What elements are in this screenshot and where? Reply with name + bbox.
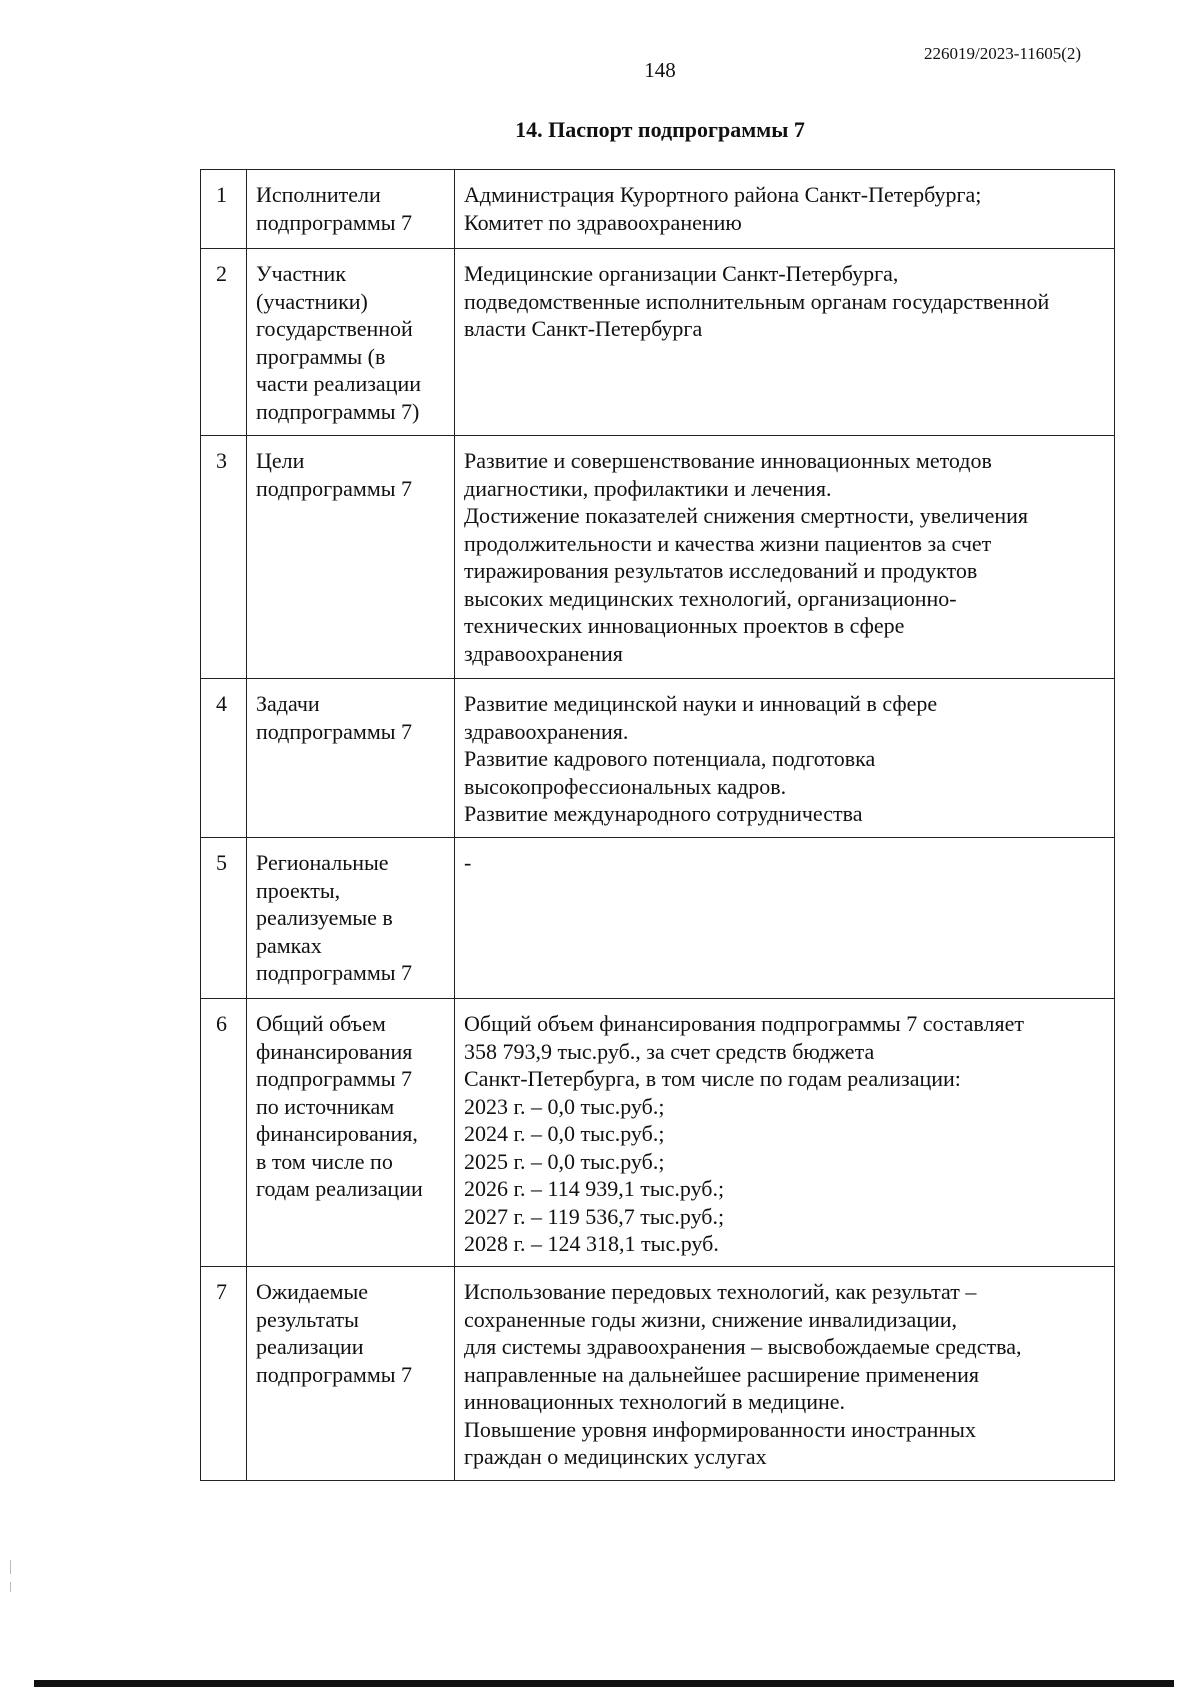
row-number: 2 (201, 249, 247, 436)
row-parameter-content (455, 249, 1115, 436)
bottom-scan-edge (34, 1680, 1174, 1687)
row-parameter-content (455, 1267, 1115, 1481)
parameter-content-line: продолжительности и качества жизни пациентов за счет (464, 530, 992, 556)
margin-mark (10, 1560, 11, 1574)
parameter-name-line: результаты (256, 1306, 359, 1332)
parameter-content-line: 2024 г. – 0,0 тыс.руб.; (464, 1121, 665, 1146)
parameter-content-line: Развитие и совершенствование инновационных методов (464, 448, 992, 473)
table-row (201, 170, 1115, 249)
parameter-content-line: Повышение уровня информированности иностранных (464, 1416, 976, 1442)
row-parameter-name (247, 999, 455, 1267)
parameter-content-line: 2028 г. – 124 318,1 тыс.руб. (464, 1231, 719, 1256)
parameter-content-line: здравоохранения. (464, 718, 629, 744)
table-row (201, 679, 1115, 838)
parameter-name-line: подпрограммы 7 (256, 1361, 413, 1387)
parameter-name-line: Исполнители (256, 182, 381, 207)
parameter-name-line: Общий объем (256, 1011, 386, 1036)
parameter-name-line: Задачи (256, 691, 320, 716)
row-parameter-name (247, 249, 455, 436)
parameter-content-line: Санкт-Петербурга, в том числе по годам реализации: (464, 1066, 961, 1091)
parameter-name-line: подпрограммы 7 (256, 960, 413, 985)
parameter-content-line: Медицинские организации Санкт-Петербурга, (464, 261, 899, 286)
parameter-content-line: Развитие кадрового потенциала, подготовка (464, 746, 876, 771)
parameter-name-line: программы (в (256, 343, 386, 369)
parameter-content-line: 2026 г. – 114 939,1 тыс.руб.; (464, 1176, 725, 1201)
row-number: 7 (201, 1267, 247, 1481)
row-parameter-name (247, 170, 455, 249)
parameter-name-line: Цели (256, 448, 305, 473)
parameter-name-line: (участники) (256, 288, 368, 314)
row-number: 4 (201, 679, 247, 838)
row-parameter-name (247, 679, 455, 838)
table-row (201, 838, 1115, 999)
table-row (201, 436, 1115, 679)
row-number: 3 (201, 436, 247, 679)
table-row (201, 249, 1115, 436)
parameter-name-line: подпрограммы 7 (256, 475, 413, 501)
parameter-name-line: по источникам (256, 1093, 395, 1119)
parameter-content-line: тиражирования результатов исследований и продуктов (464, 558, 978, 583)
parameter-content-line: направленные на дальнейшее расширение применения (464, 1361, 979, 1387)
parameter-name-line: части реализации (256, 371, 421, 396)
parameter-name-line: подпрограммы 7 (256, 718, 413, 744)
row-parameter-content (455, 436, 1115, 679)
document-registration-number: 226019/2023-11605(2) (924, 44, 1082, 63)
row-number: 5 (201, 838, 247, 999)
subprogram-passport-table (200, 169, 1115, 1481)
parameter-content-line: инновационных технологий в медицине. (464, 1389, 846, 1414)
parameter-content-line: Администрация Курортного района Санкт-Петербурга; (464, 182, 982, 207)
parameter-content-line: Общий объем финансирования подпрограммы 7 составляет (464, 1011, 1025, 1036)
row-parameter-content (455, 170, 1115, 249)
row-number: 6 (201, 999, 247, 1267)
parameter-content-line: Развитие международного сотрудничества (464, 801, 863, 826)
parameter-content-line: Достижение показателей снижения смертности, увеличения (464, 503, 1029, 528)
parameter-content-line: власти Санкт-Петербурга (464, 316, 703, 341)
row-parameter-content (455, 679, 1115, 838)
parameter-name-line: реализации (256, 1334, 364, 1359)
parameter-content-line: высокопрофессиональных кадров. (464, 773, 787, 799)
row-parameter-name (247, 1267, 455, 1481)
parameter-name-line: финансирования, (256, 1121, 418, 1146)
parameter-content-line: сохраненные годы жизни, снижение инвалидизации, (464, 1306, 958, 1332)
table-body (201, 170, 1115, 1481)
parameter-name-line: Ожидаемые (256, 1279, 369, 1304)
parameter-name-line: подпрограммы 7 (256, 209, 413, 235)
parameter-name-line: реализуемые в (256, 905, 393, 930)
parameter-name-line: Участник (256, 261, 347, 286)
parameter-content-line: Развитие медицинской науки и инноваций в сфере (464, 691, 938, 716)
parameter-content-line: Использование передовых технологий, как результат – (464, 1279, 977, 1304)
table-row (201, 1267, 1115, 1481)
row-parameter-name (247, 838, 455, 999)
parameter-content-line: здравоохранения (464, 640, 623, 666)
parameter-content-line: Комитет по здравоохранению (464, 209, 742, 235)
parameter-content-line: технических инновационных проектов в сфере (464, 613, 905, 638)
parameter-content-line: высоких медицинских технологий, организационно- (464, 585, 957, 611)
parameter-content-line: 2025 г. – 0,0 тыс.руб.; (464, 1148, 665, 1174)
parameter-name-line: проекты, (256, 877, 341, 903)
parameter-name-line: подпрограммы 7 (256, 1066, 413, 1091)
parameter-name-line: в том числе по (256, 1148, 393, 1174)
parameter-name-line: годам реализации (256, 1176, 423, 1201)
page-number: 148 (644, 58, 676, 82)
parameter-name-line: Региональные (256, 850, 389, 875)
parameter-content-line: граждан о медицинских услугах (464, 1444, 767, 1469)
row-parameter-content (455, 999, 1115, 1267)
parameter-content-line: 2023 г. – 0,0 тыс.руб.; (464, 1093, 665, 1119)
parameter-content-line: подведомственные исполнительным органам государственной (464, 288, 1050, 314)
row-parameter-content (455, 838, 1115, 999)
parameter-content-line: для системы здравоохранения – высвобождаемые средства, (464, 1334, 1022, 1359)
parameter-content-line: 358 793,9 тыс.руб., за счет средств бюджета (464, 1038, 875, 1064)
section-title: 14. Паспорт подпрограммы 7 (515, 117, 805, 142)
margin-mark (10, 1582, 11, 1592)
parameter-name-line: финансирования (256, 1038, 413, 1064)
row-number: 1 (201, 170, 247, 249)
row-parameter-name (247, 436, 455, 679)
table-row (201, 999, 1115, 1267)
parameter-content-line: - (464, 850, 472, 875)
parameter-name-line: подпрограммы 7) (256, 398, 420, 424)
parameter-name-line: государственной (256, 316, 413, 341)
parameter-content-line: 2027 г. – 119 536,7 тыс.руб.; (464, 1203, 725, 1229)
parameter-content-line: диагностики, профилактики и лечения. (464, 475, 832, 501)
parameter-name-line: рамках (256, 932, 322, 958)
